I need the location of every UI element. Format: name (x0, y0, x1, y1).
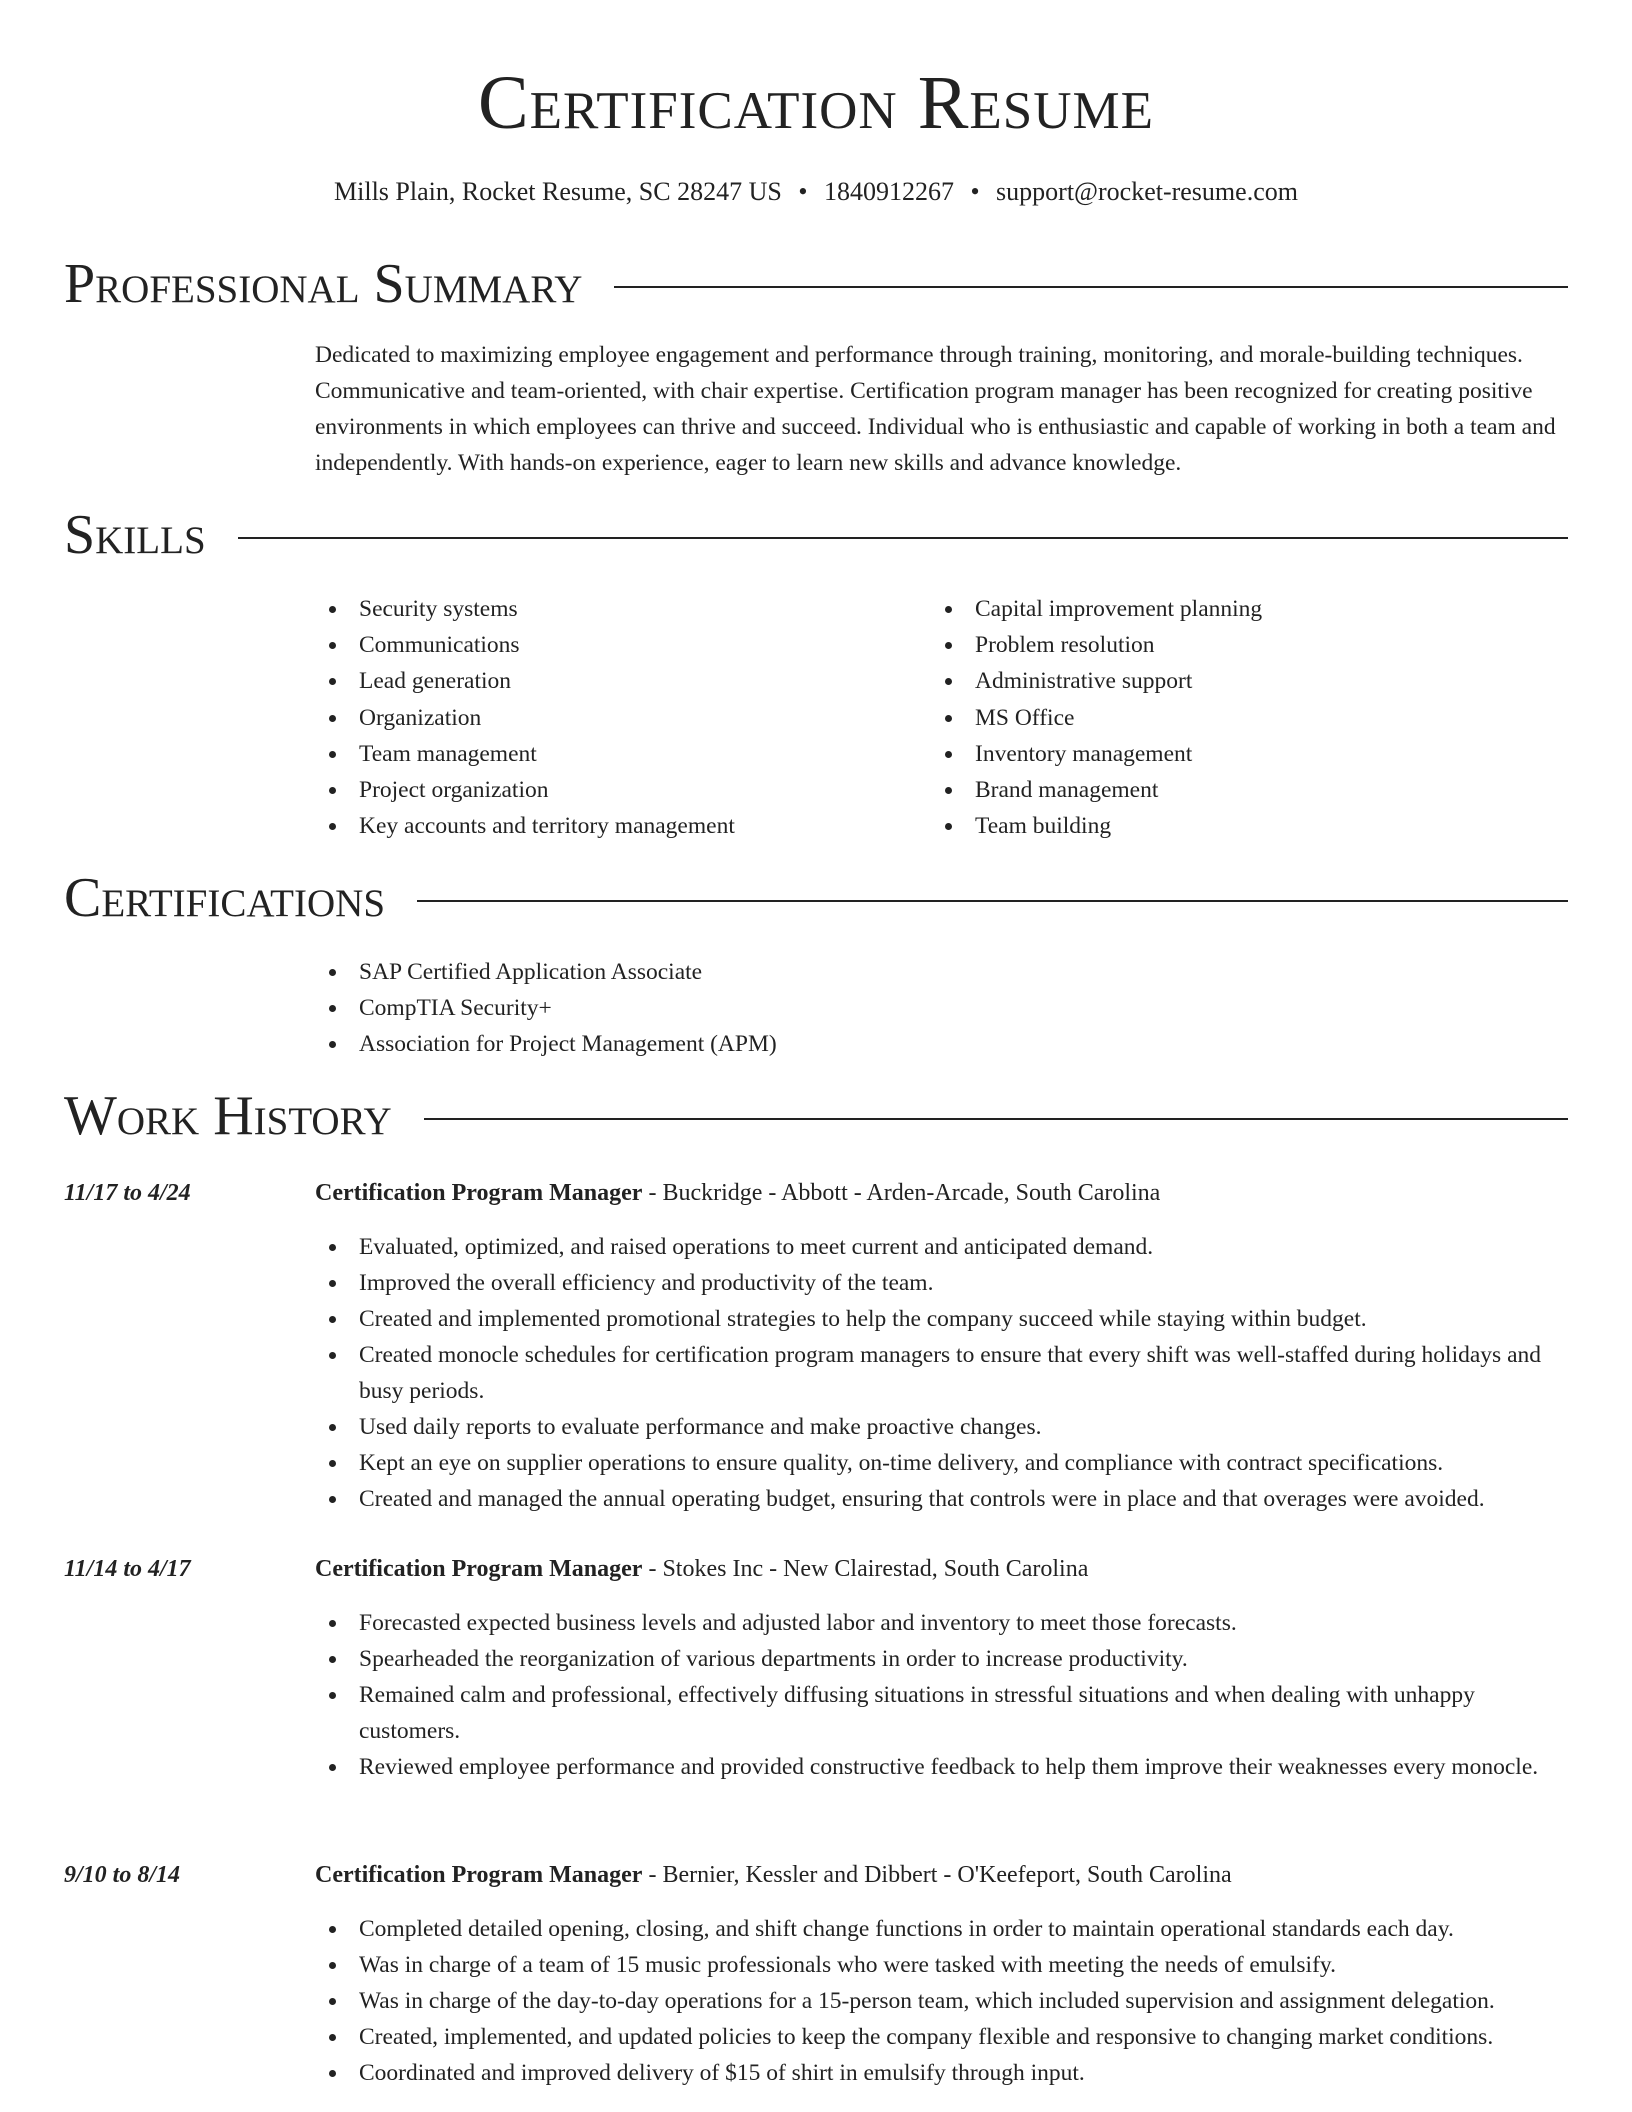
certifications-section-header (64, 866, 1568, 930)
duty-item: Spearheaded the reorganization of various departments in order to increase productivity. (315, 1641, 1580, 1677)
duty-item: Improved the overall efficiency and productivity of the team. (315, 1265, 1580, 1301)
job-duties (315, 1911, 1580, 2091)
job-role: Certification Program Manager (315, 1180, 643, 1206)
skills-right-list (931, 591, 1491, 844)
skill-item: Inventory management (931, 736, 1491, 772)
job-employer-location: - Buckridge - Abbott - Arden-Arcade, South Carolina (642, 1180, 1161, 1206)
section-divider (424, 1118, 1568, 1120)
duty-item: Kept an eye on supplier operations to ensure quality, on-time delivery, and compliance with contract specifications. (315, 1445, 1580, 1481)
work-history-title: Work History (64, 1085, 392, 1147)
job-dates: 11/17 to 4/24 (64, 1180, 191, 1206)
skill-item: Lead generation (315, 663, 875, 699)
skill-item: Key accounts and territory management (315, 808, 875, 844)
skill-item: Administrative support (931, 663, 1491, 699)
section-divider (238, 537, 1568, 539)
duty-item: Created, implemented, and updated policies to keep the company flexible and responsive to changing market conditions. (315, 2019, 1580, 2055)
job-header (315, 1175, 1160, 1211)
certification-item: Association for Project Management (APM) (315, 1026, 1570, 1062)
job-header (315, 1551, 1088, 1587)
skill-item: Problem resolution (931, 627, 1491, 663)
job-duties (315, 1605, 1580, 1785)
skills-title: Skills (64, 504, 206, 566)
resume-name: Certification Resume (477, 61, 1155, 145)
job-employer-location: - Stokes Inc - New Clairestad, South Carolina (642, 1556, 1089, 1582)
contact-email: support@rocket-resume.com (996, 177, 1298, 206)
job-header (315, 1857, 1232, 1893)
skills-left-list (315, 591, 875, 844)
skill-item: Security systems (315, 591, 875, 627)
duty-item: Was in charge of the day-to-day operations for a 15-person team, which included supervision and assignment delegation. (315, 1983, 1580, 2019)
skills-left-column (315, 591, 875, 844)
duty-item: Coordinated and improved delivery of $15 of shirt in emulsify through input. (315, 2055, 1580, 2091)
skills-section-header (64, 503, 1568, 567)
skills-right-column (931, 591, 1491, 844)
skill-item: Brand management (931, 772, 1491, 808)
job-dates: 11/14 to 4/17 (64, 1556, 191, 1582)
skill-item: Communications (315, 627, 875, 663)
duty-item: Was in charge of a team of 15 music professionals who were tasked with meeting the needs of emulsify. (315, 1947, 1580, 1983)
job-duties-list (315, 1911, 1580, 2091)
skill-item: Organization (315, 700, 875, 736)
section-divider (614, 286, 1568, 288)
skill-item: Team building (931, 808, 1491, 844)
certifications-list (315, 954, 1570, 1062)
summary-title: Professional Summary (64, 253, 583, 315)
duty-item: Used daily reports to evaluate performance and make proactive changes. (315, 1409, 1580, 1445)
contact-address: Mills Plain, Rocket Resume, SC 28247 US (334, 177, 782, 206)
certification-item: CompTIA Security+ (315, 990, 1570, 1026)
duty-item: Remained calm and professional, effectively diffusing situations in stressful situations and when dealing with unhappy customers. (315, 1677, 1580, 1749)
summary-section-header (64, 252, 1568, 316)
skill-item: MS Office (931, 700, 1491, 736)
contact-separator: • (798, 177, 808, 206)
job-duties (315, 1229, 1580, 1517)
job-duties-list (315, 1605, 1580, 1785)
contact-phone: 1840912267 (823, 177, 954, 206)
certifications-block (315, 954, 1570, 1062)
skill-item: Team management (315, 736, 875, 772)
certification-item: SAP Certified Application Associate (315, 954, 1570, 990)
summary-text: Dedicated to maximizing employee engagement and performance through training, monitoring, and morale-building techniques. Communicative and team-oriented, with chair expertise. Certification program manager has been recognized for creating positive environments in which employees can thrive and succeed. Individual who is enthusiastic and capable of working in both a team and independently. With hands-on experience, eager to learn new skills and advance knowledge. (315, 342, 1556, 476)
duty-item: Reviewed employee performance and provided constructive feedback to help them improve their weaknesses every monocle. (315, 1749, 1580, 1785)
duty-item: Completed detailed opening, closing, and shift change functions in order to maintain operational standards each day. (315, 1911, 1580, 1947)
job-role: Certification Program Manager (315, 1556, 643, 1582)
duty-item: Forecasted expected business levels and adjusted labor and inventory to meet those forecasts. (315, 1605, 1580, 1641)
skill-item: Project organization (315, 772, 875, 808)
job-dates: 9/10 to 8/14 (64, 1862, 181, 1888)
duty-item: Created monocle schedules for certification program managers to ensure that every shift was well-staffed during holidays and busy periods. (315, 1337, 1580, 1409)
duty-item: Created and implemented promotional strategies to help the company succeed while staying within budget. (315, 1301, 1580, 1337)
certifications-title: Certifications (64, 867, 386, 929)
contact-separator: • (970, 177, 980, 206)
skill-item: Capital improvement planning (931, 591, 1491, 627)
work-history-section-header (64, 1084, 1568, 1148)
duty-item: Evaluated, optimized, and raised operations to meet current and anticipated demand. (315, 1229, 1580, 1265)
contact-line (0, 174, 1632, 210)
section-divider (417, 900, 1568, 902)
job-duties-list (315, 1229, 1580, 1517)
job-role: Certification Program Manager (315, 1862, 643, 1888)
job-employer-location: - Bernier, Kessler and Dibbert - O'Keefeport, South Carolina (642, 1862, 1232, 1888)
duty-item: Created and managed the annual operating budget, ensuring that controls were in place and that overages were avoided. (315, 1481, 1580, 1517)
